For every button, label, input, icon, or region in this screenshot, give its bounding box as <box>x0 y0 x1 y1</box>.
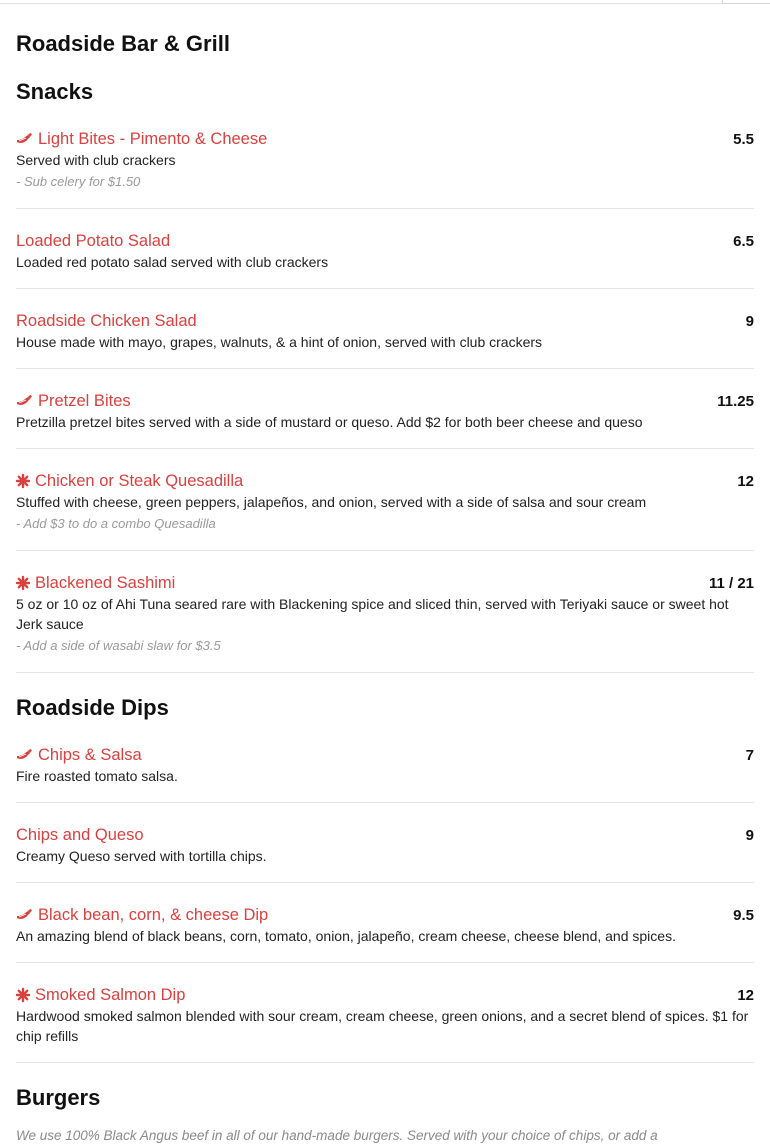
menu-item-name <box>16 472 243 491</box>
menu-item-description: An amazing blend of black beans, corn, tomato, onion, jalapeño, cream cheese, cheese blend, and spices. <box>16 928 676 944</box>
menu-item-name <box>16 986 185 1005</box>
menu-item-description: Stuffed with cheese, green peppers, jalapeños, and onion, served with a side of salsa and sour cream <box>16 494 647 510</box>
menu-item[interactable] <box>16 470 754 551</box>
menu-item-name-text: Blackened Sashimi <box>35 573 176 592</box>
menu-item-name-text: Pretzel Bites <box>38 391 131 410</box>
menu-item-price: 11.25 <box>717 392 754 410</box>
menu-item-header <box>16 904 754 926</box>
menu-item-price: 6.5 <box>733 232 754 250</box>
menu-item-name <box>16 746 142 765</box>
menu-item-price: 9 <box>745 826 754 844</box>
menu-item-note: - Sub celery for $1.50 <box>16 174 141 189</box>
menu-item-description: Loaded red potato salad served with club crackers <box>16 254 329 270</box>
menu-item-note: - Add a side of wasabi slaw for $3.5 <box>16 638 221 653</box>
menu-content <box>16 30 754 1146</box>
menu-item-header <box>16 824 754 846</box>
menu-item[interactable] <box>16 572 754 673</box>
menu-item-price: 5.5 <box>733 130 754 148</box>
menu-item[interactable] <box>16 744 754 803</box>
top-bar <box>0 0 770 4</box>
menu-item-description: 5 oz or 10 oz of Ahi Tuna seared rare with Blackening spice and sliced thin, served with Teriyaki sauce or sweet hot Jerk sauce <box>16 596 729 632</box>
menu-item-name <box>16 574 175 593</box>
menu-item[interactable] <box>16 390 754 449</box>
menu-item-header <box>16 128 754 150</box>
menu-item-price: 9 <box>745 312 754 330</box>
menu-item-header <box>16 744 754 766</box>
section-note: We use 100% Black Angus beef in all of our hand-made burgers. Served with your choice of chips, or add a <box>16 1128 658 1143</box>
restaurant-name: Roadside Bar & Grill <box>16 31 230 56</box>
menu-item-name <box>16 906 268 925</box>
section-title: Snacks <box>16 79 94 104</box>
menu-item-name-text: Chips and Queso <box>16 825 144 844</box>
menu-item-name-text: Chicken or Steak Quesadilla <box>35 471 244 490</box>
menu-item-name-text: Chips & Salsa <box>38 745 142 764</box>
menu-item-name-text: Smoked Salmon Dip <box>35 985 186 1004</box>
pepper-icon <box>16 394 33 408</box>
menu-item-header <box>16 984 754 1006</box>
menu-item[interactable] <box>16 128 754 209</box>
star-icon <box>16 576 30 590</box>
menu-item-name <box>16 392 131 411</box>
menu-item-price: 11 / 21 <box>708 574 754 592</box>
menu-item[interactable] <box>16 310 754 369</box>
menu-item-name <box>16 232 170 251</box>
section-title: Roadside Dips <box>16 695 169 720</box>
menu-item-name-text: Light Bites - Pimento & Cheese <box>38 129 268 148</box>
menu-item[interactable] <box>16 904 754 963</box>
menu-item-header <box>16 572 754 594</box>
section-title: Burgers <box>16 1085 101 1110</box>
menu-item[interactable] <box>16 824 754 883</box>
menu-item-header <box>16 390 754 412</box>
menu-item-price: 12 <box>737 986 754 1004</box>
menu-item-header <box>16 470 754 492</box>
menu-item-name-text: Loaded Potato Salad <box>16 231 171 250</box>
menu-item-name-text: Black bean, corn, & cheese Dip <box>38 905 269 924</box>
menu-item-price: 9.5 <box>733 906 754 924</box>
menu-item-description: Fire roasted tomato salsa. <box>16 768 178 784</box>
menu-item-description: Served with club crackers <box>16 152 176 168</box>
menu-item-name-text: Roadside Chicken Salad <box>16 311 197 330</box>
menu-item-description: Pretzilla pretzel bites served with a side of mustard or queso. Add $2 for both beer cheese and queso <box>16 414 643 430</box>
menu-item-name <box>16 826 144 845</box>
menu-item[interactable] <box>16 230 754 289</box>
top-bar-tab[interactable] <box>722 0 770 4</box>
pepper-icon <box>16 748 33 762</box>
star-icon <box>16 988 30 1002</box>
menu-item-description: Creamy Queso served with tortilla chips. <box>16 848 267 864</box>
menu-item-name <box>16 130 267 149</box>
menu-item-price: 12 <box>737 472 754 490</box>
star-icon <box>16 474 30 488</box>
menu-item-header <box>16 310 754 332</box>
menu-item-description: Hardwood smoked salmon blended with sour cream, cream cheese, green onions, and a secret blend of spices. $1 for chip refills <box>16 1008 749 1044</box>
menu-item[interactable] <box>16 984 754 1063</box>
pepper-icon <box>16 132 33 146</box>
menu-item-note: - Add $3 to do a combo Quesadilla <box>16 516 216 531</box>
pepper-icon <box>16 908 33 922</box>
menu-item-price: 7 <box>745 746 754 764</box>
menu-item-header <box>16 230 754 252</box>
menu-item-name <box>16 312 197 331</box>
menu-item-description: House made with mayo, grapes, walnuts, & a hint of onion, served with club crackers <box>16 334 543 350</box>
